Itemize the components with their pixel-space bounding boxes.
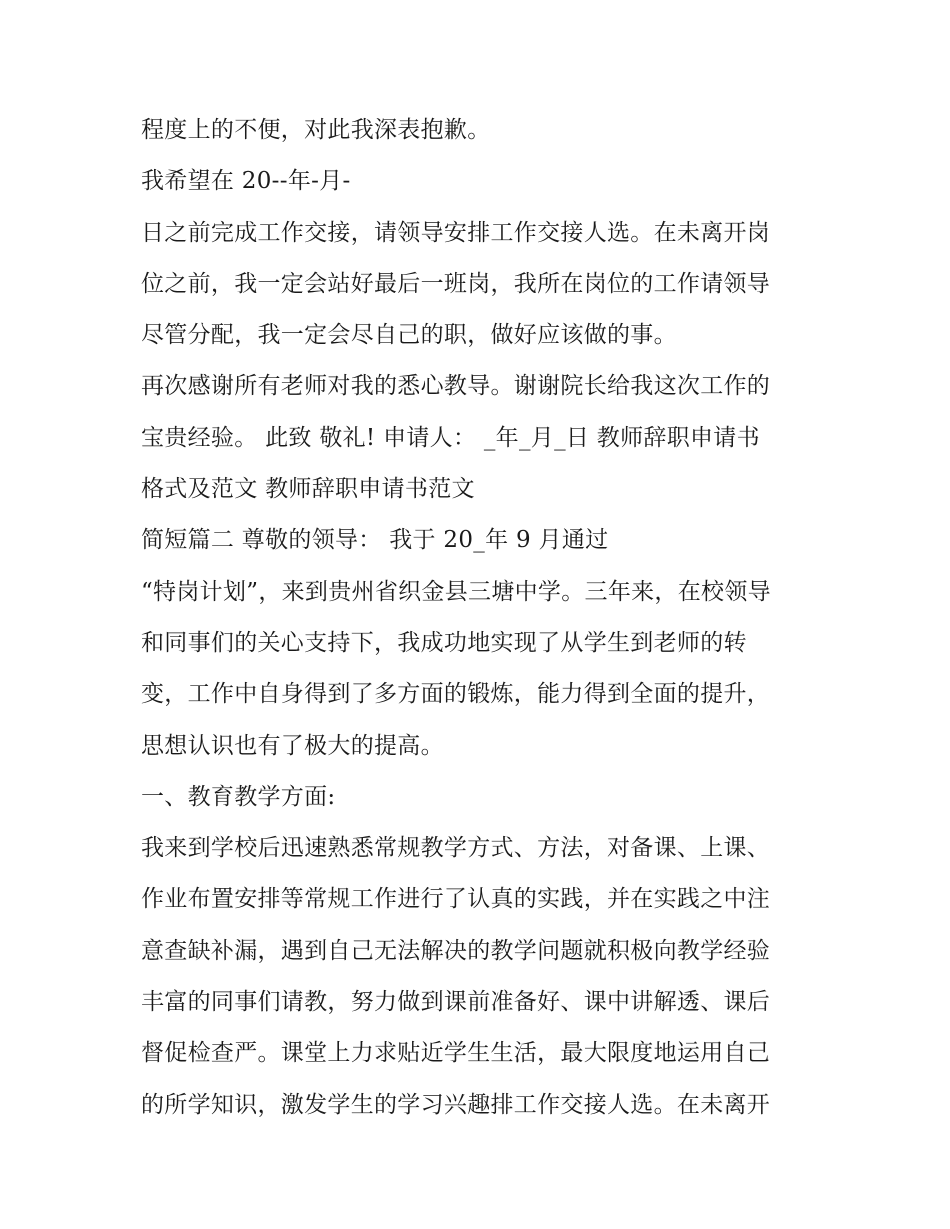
text-line: 思想认识也有了极大的提高。	[141, 732, 444, 759]
body-text	[141, 108, 821, 1134]
text-line: 宝贵经验。 此致 敬礼! 申请人： _年_月_日 教师辞职申请书	[141, 424, 760, 451]
text-line: 我来到学校后迅速熟悉常规教学方式、方法，对备课、上课、	[141, 835, 771, 862]
text-line: 简短篇二 尊敬的领导： 我于 20_年 9 月通过	[141, 527, 609, 554]
text-line: 程度上的不便，对此我深表抱歉。	[141, 117, 491, 143]
text-line: “特岗计划”，来到贵州省织金县三塘中学。三年来，在校领导	[141, 578, 771, 605]
text-line: 变，工作中自身得到了多方面的锻炼，能力得到全面的提升，	[141, 681, 771, 708]
text-line: 作业布置安排等常规工作进行了认真的实践，并在实践之中注	[141, 886, 771, 913]
text-line: 意查缺补漏，遇到自己无法解决的教学问题就积极向教学经验	[141, 937, 771, 964]
text-line: 尽管分配，我一定会尽自己的职，做好应该做的事。	[141, 322, 677, 349]
text-line: 日之前完成工作交接，请领导安排工作交接人选。在未离开岗	[141, 219, 771, 246]
text-line: 位之前，我一定会站好最后一班岗，我所在岗位的工作请领导	[141, 270, 771, 297]
text-line: 丰富的同事们请教，努力做到课前准备好、课中讲解透、课后	[141, 989, 771, 1016]
text-line: 和同事们的关心支持下，我成功地实现了从学生到老师的转	[141, 629, 747, 656]
text-line: 督促检查严。课堂上力求贴近学生生活，最大限度地运用自己	[141, 1040, 771, 1067]
text-line: 再次感谢所有老师对我的悉心教导。谢谢院长给我这次工作的	[141, 373, 771, 400]
text-line: 格式及范文 教师辞职申请书范文	[141, 476, 475, 503]
text-line: 我希望在 20--年-月-	[141, 168, 351, 195]
text-line: 的所学知识，激发学生的学习兴趣排工作交接人选。在未离开	[141, 1091, 771, 1118]
section-heading: 一、教育教学方面:	[141, 783, 336, 810]
